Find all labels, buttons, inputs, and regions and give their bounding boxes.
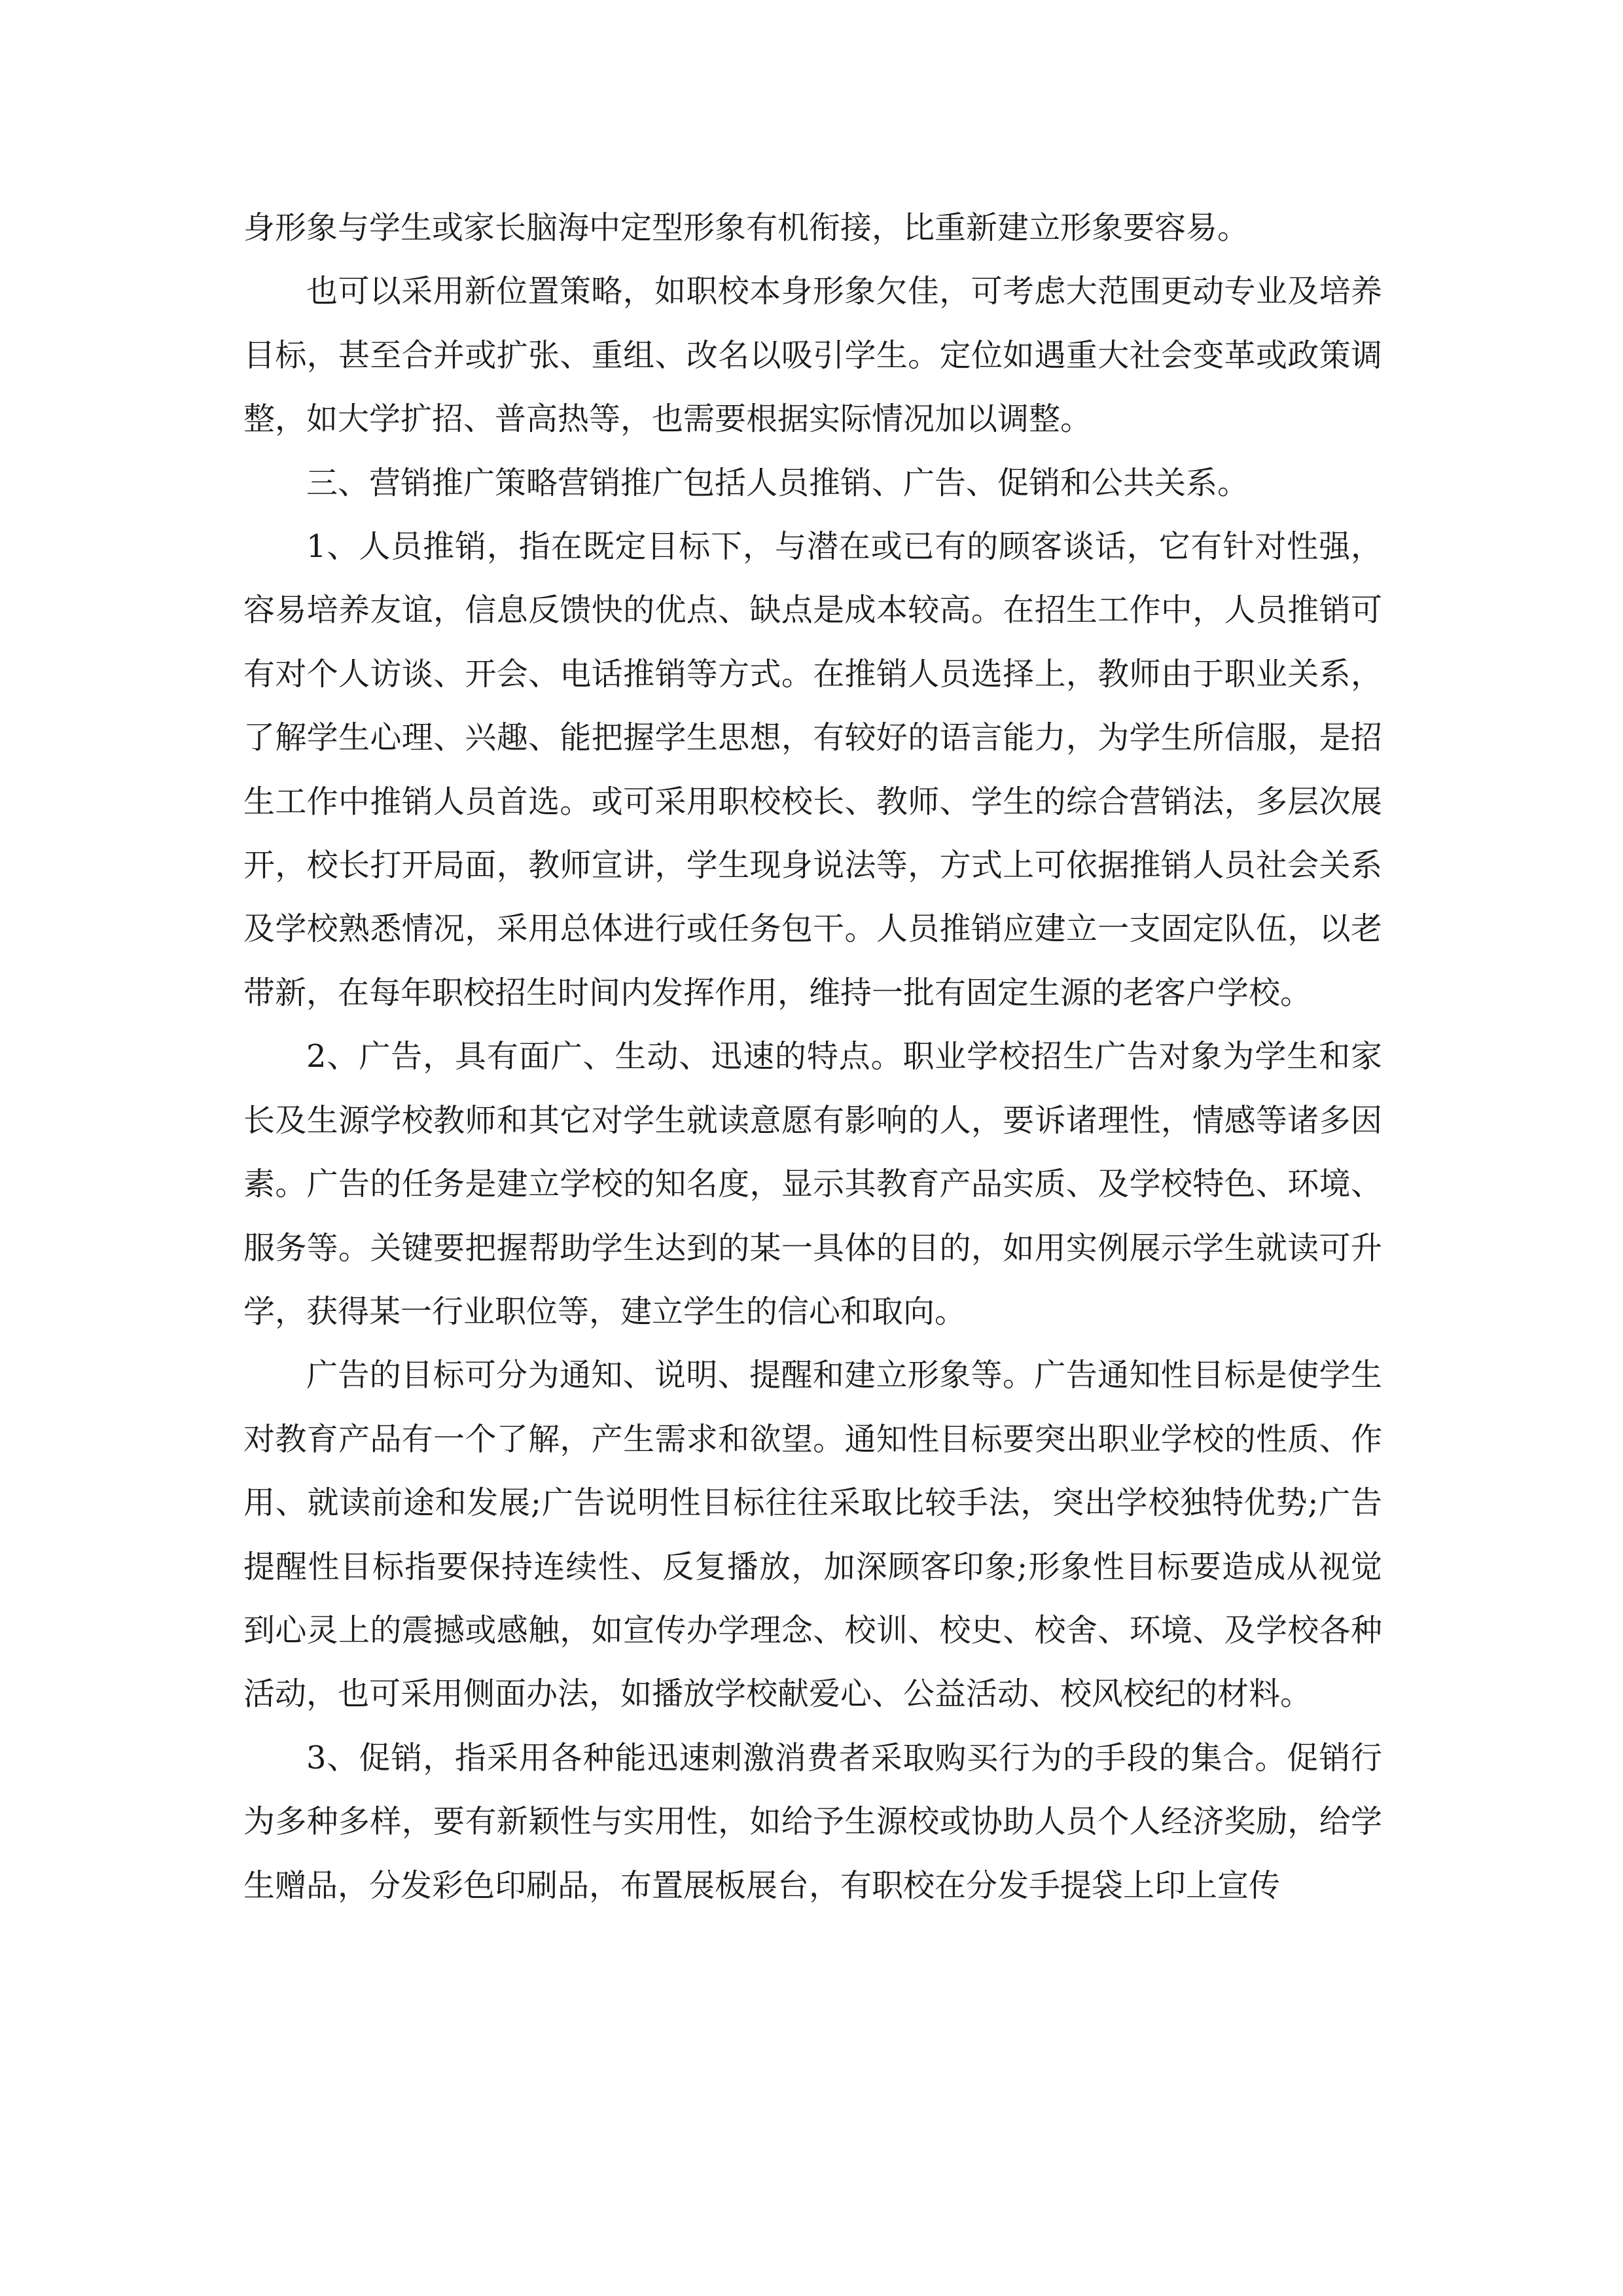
paragraph-personal-selling: 1、人员推销，指在既定目标下，与潜在或已有的顾客谈话，它有针对性强，容易培养友谊，信息反馈快的优点、缺点是成本较高。在招生工作中，人员推销可有对个人访谈、开会、电话推销等方式。在推销人员选择上，教师由于职业关系，了解学生心理、兴趣、能把握学生思想，有较好的语言能力，为学生所信服，是招生工作中推销人员首选。或可采用职校校长、教师、学生的综合营销法，多层次展开，校长打开局面，教师宣讲，学生现身说法等，方式上可依据推销人员社会关系及学校熟悉情况，采用总体进行或任务包干。人员推销应建立一支固定队伍，以老带新，在每年职校招生时间内发挥作用，维持一批有固定生源的老客户学校。 — [243, 528, 1382, 1011]
paragraph-new-positioning: 也可以采用新位置策略，如职校本身形象欠佳，可考虑大范围更动专业及培养目标，甚至合并或扩张、重组、改名以吸引学生。定位如遇重大社会变革或政策调整，如大学扩招、普高热等，也需要根据实际情况加以调整。 — [243, 273, 1382, 438]
paragraph-section-three-heading: 三、营销推广策略营销推广包括人员推销、广告、促销和公共关系。 — [306, 464, 1249, 501]
paragraph-promotion: 3、促销，指采用各种能迅速刺激消费者采取购买行为的手段的集合。促销行为多种多样，要有新颖性与实用性，如给予生源校或协助人员个人经济奖励，给学生赠品，分发彩色印刷品，布置展板展台，有职校在分发手提袋上印上宣传 — [243, 1739, 1382, 1904]
paragraph-advertising: 2、广告，具有面广、生动、迅速的特点。职业学校招生广告对象为学生和家长及生源学校教师和其它对学生就读意愿有影响的人，要诉诸理性，情感等诸多因素。广告的任务是建立学校的知名度，显示其教育产品实质、及学校特色、环境、服务等。关键要把握帮助学生达到的某一具体的目的，如用实例展示学生就读可升学，获得某一行业职位等，建立学生的信心和取向。 — [243, 1038, 1382, 1330]
paragraph-continuation: 身形象与学生或家长脑海中定型形象有机衔接，比重新建立形象要容易。 — [243, 209, 1249, 246]
paragraph-advertising-goals: 广告的目标可分为通知、说明、提醒和建立形象等。广告通知性目标是使学生对教育产品有一个了解，产生需求和欲望。通知性目标要突出职业学校的性质、作用、就读前途和发展;广告说明性目标往往采取比较手法，突出学校独特优势;广告提醒性目标指要保持连续性、反复播放，加深顾客印象;形象性目标要造成从视觉到心灵上的震撼或感触，如宣传办学理念、校训、校史、校舍、环境、及学校各种活动，也可采用侧面办法，如播放学校献爱心、公益活动、校风校纪的材料。 — [243, 1357, 1382, 1713]
body-text — [243, 196, 1382, 1918]
